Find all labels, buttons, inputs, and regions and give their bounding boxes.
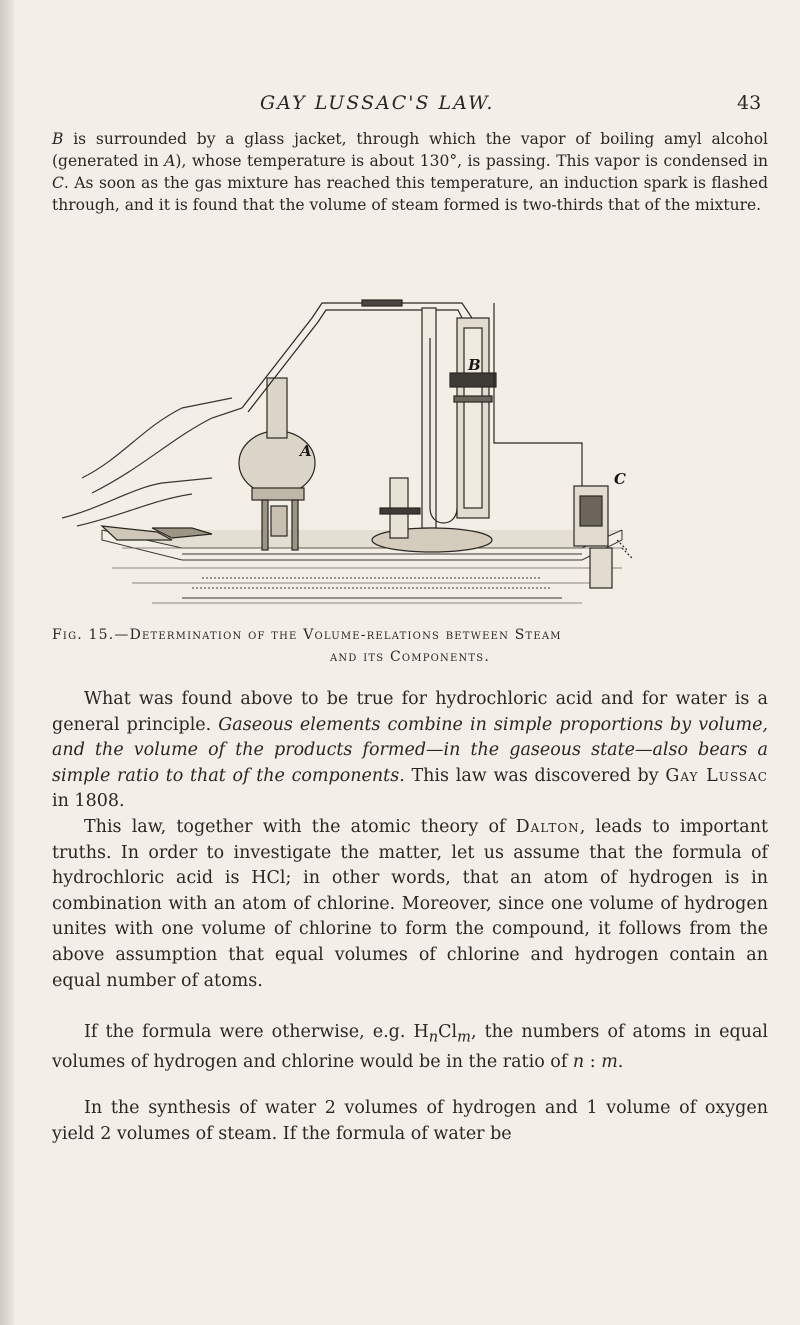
running-header [0, 92, 800, 122]
label-a: A [164, 152, 176, 170]
p3-sub-m: m [457, 1028, 471, 1046]
flask-a [239, 378, 315, 550]
figure-caption [52, 624, 768, 668]
jacket-b [422, 308, 496, 528]
wires [62, 398, 242, 526]
page-edge-shadow [0, 0, 14, 1325]
bench-base [102, 530, 622, 598]
label-b: B [52, 130, 64, 148]
p1-name-gay-lussac: Gay Lussac [665, 765, 768, 786]
paragraph-gay-lussac-law [52, 687, 768, 815]
apparatus-figure [62, 278, 662, 613]
top-text-c: . As soon as the gas mixture has reached this temperature, an induction spark is flashed through, and it is found that the volume of steam formed is two-thirds that of the mixture. [52, 174, 768, 214]
top-text-a: is surrounded by a glass jacket, through which the vapor of boiling amyl alcohol (generated in [52, 130, 768, 170]
p3-var-m: m [601, 1052, 618, 1073]
p3-text-a: If the formula were otherwise, e.g. H [84, 1022, 429, 1042]
p1-text-a: What was found above to be true for hydrochloric acid and for water is a general principle. [52, 689, 768, 735]
paragraph-water-synthesis: In the synthesis of water 2 volumes of hydrogen and 1 volume of oxygen yield 2 volumes of steam. If the formula of water be [52, 1098, 768, 1144]
running-head: GAY LUSSAC'S LAW. [260, 92, 495, 114]
p2-text-b: , leads to important truths. In order to investigate the matter, let us assume that the formula of hydrochloric acid is HCl; in other words, that an atom of hydrogen is in combination with an atom of chlorine. Moreover, since one volume of hydrogen unites with one volume of chlorine to form the compound, it follows from the above assumption that equal volumes of chlorine and hydrogen contain an equal number of atoms. [52, 817, 769, 991]
figure-label-b: B [468, 356, 481, 374]
condenser-c [574, 486, 632, 588]
top-text-b: ), whose temperature is about 130°, is passing. This vapor is condensed in [175, 152, 768, 170]
p3-text-d: : [584, 1052, 602, 1073]
paragraph-dalton [52, 815, 768, 994]
label-c: C [52, 174, 64, 192]
p3-var-n: n [572, 1052, 585, 1073]
u-tube [430, 303, 582, 523]
page-number: 43 [737, 92, 762, 114]
p3-sub-n: n [428, 1028, 439, 1046]
p1-law-statement: Gaseous elements combine in simple proportions by volume, and the volume of the products formed—in the gaseous state—also bears a simple ratio to that of the components. [52, 714, 768, 786]
ground-hatching [112, 548, 622, 603]
caption-line-1: Fig. 15.—Determination of the Volume-relations between Steam [52, 627, 562, 643]
p2-text-a: This law, together with the atomic theory of [84, 817, 516, 837]
p3-text-e: . [617, 1052, 624, 1073]
paragraph-formula [52, 1020, 768, 1076]
p3-text-b: Cl [438, 1022, 458, 1042]
top-paragraph [52, 128, 768, 216]
caption-line-2: and its Components. [329, 649, 490, 665]
p2-name-dalton: Dalton [515, 817, 580, 837]
p3-text-c: , the numbers of atoms in equal volumes of hydrogen and chlorine would be in the ratio of [52, 1022, 768, 1073]
figure-label-c: C [614, 470, 626, 488]
figure-label-a: A [300, 442, 312, 460]
p1-text-b: This law was discovered by [404, 765, 666, 786]
p1-text-c: in 1808. [52, 791, 125, 812]
